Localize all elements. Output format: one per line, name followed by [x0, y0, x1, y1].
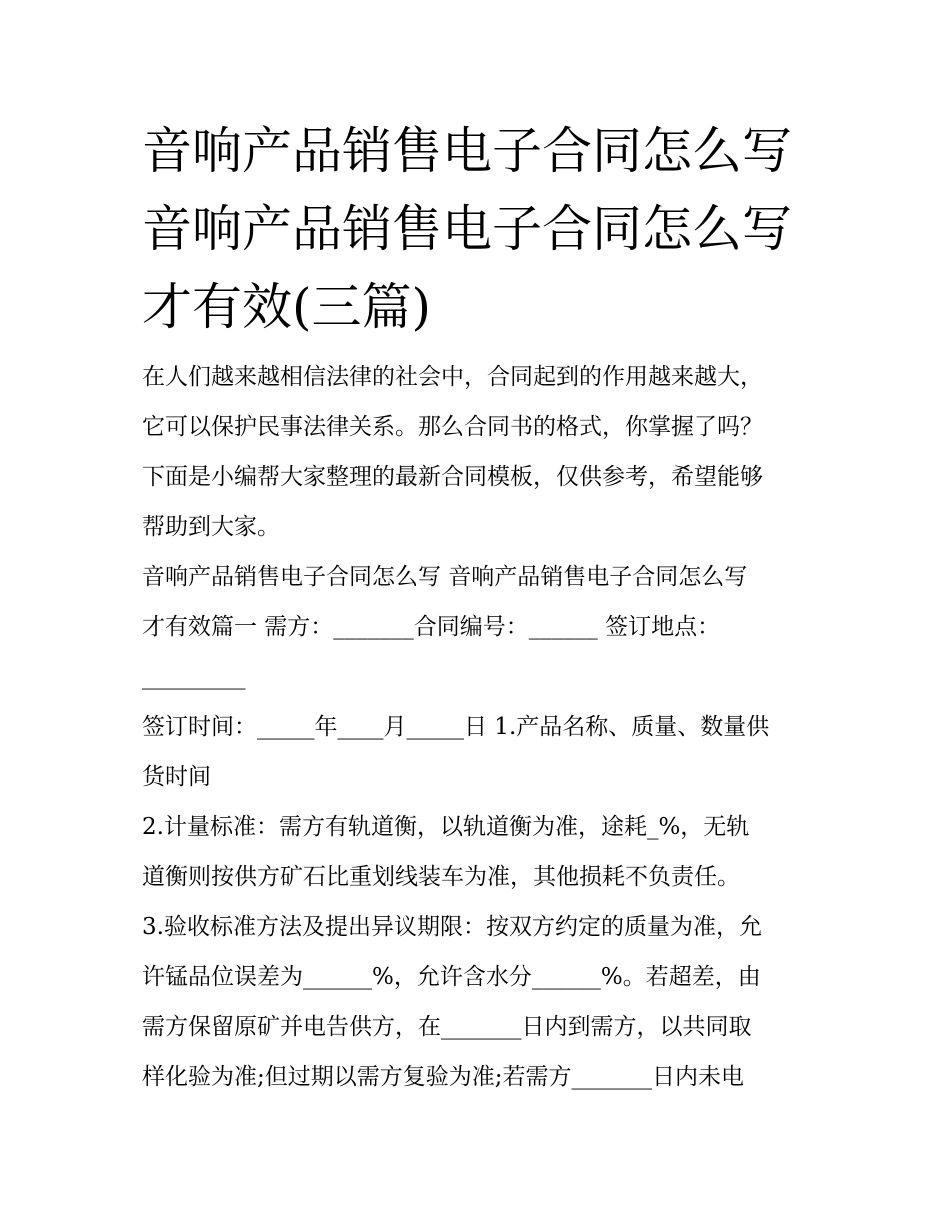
- intro-line: 它可以保护民事法律关系。那么合同书的格式，你掌握了吗？: [142, 414, 763, 440]
- clause-line: 道衡则按供方矿石比重划线装车为准，其他损耗不负责任。: [142, 864, 740, 890]
- clause-line: 样化验为准;但过期以需方复验为准;若需方_______日内未电: [142, 1064, 744, 1090]
- contract-field-line: 签订时间：_____年____月_____日 1.产品名称、质量、数量供: [142, 714, 770, 740]
- clause-line: 2.计量标准：需方有轨道衡，以轨道衡为准，途耗_%，无轨: [142, 814, 750, 840]
- title-line: 音响产品销售电子合同怎么写: [142, 200, 792, 258]
- contract-field-line: 货时间: [142, 764, 211, 790]
- clause-line: 许锰品位误差为______%，允许含水分______%。若超差，由: [142, 964, 761, 990]
- clause-line: 3.验收标准方法及提出异议期限：按双方约定的质量为准，允: [142, 914, 762, 940]
- contract-field-line: _________: [142, 664, 246, 690]
- title-line: 才有效(三篇): [142, 278, 432, 336]
- intro-line: 在人们越来越相信法律的社会中，合同起到的作用越来越大，: [142, 364, 763, 390]
- clause-line: 需方保留原矿并电告供方，在_______日内到需方，以共同取: [142, 1014, 752, 1040]
- document-body: [142, 352, 822, 1102]
- intro-line: 帮助到大家。: [142, 514, 280, 540]
- document-title: [142, 112, 832, 346]
- intro-line: 下面是小编帮大家整理的最新合同模板，仅供参考，希望能够: [142, 464, 763, 490]
- contract-field-line: 才有效篇一 需方：_______合同编号：______ 签订地点：: [142, 614, 721, 640]
- section-heading-line: 音响产品销售电子合同怎么写 音响产品销售电子合同怎么写: [142, 564, 748, 590]
- title-line: 音响产品销售电子合同怎么写: [142, 122, 792, 180]
